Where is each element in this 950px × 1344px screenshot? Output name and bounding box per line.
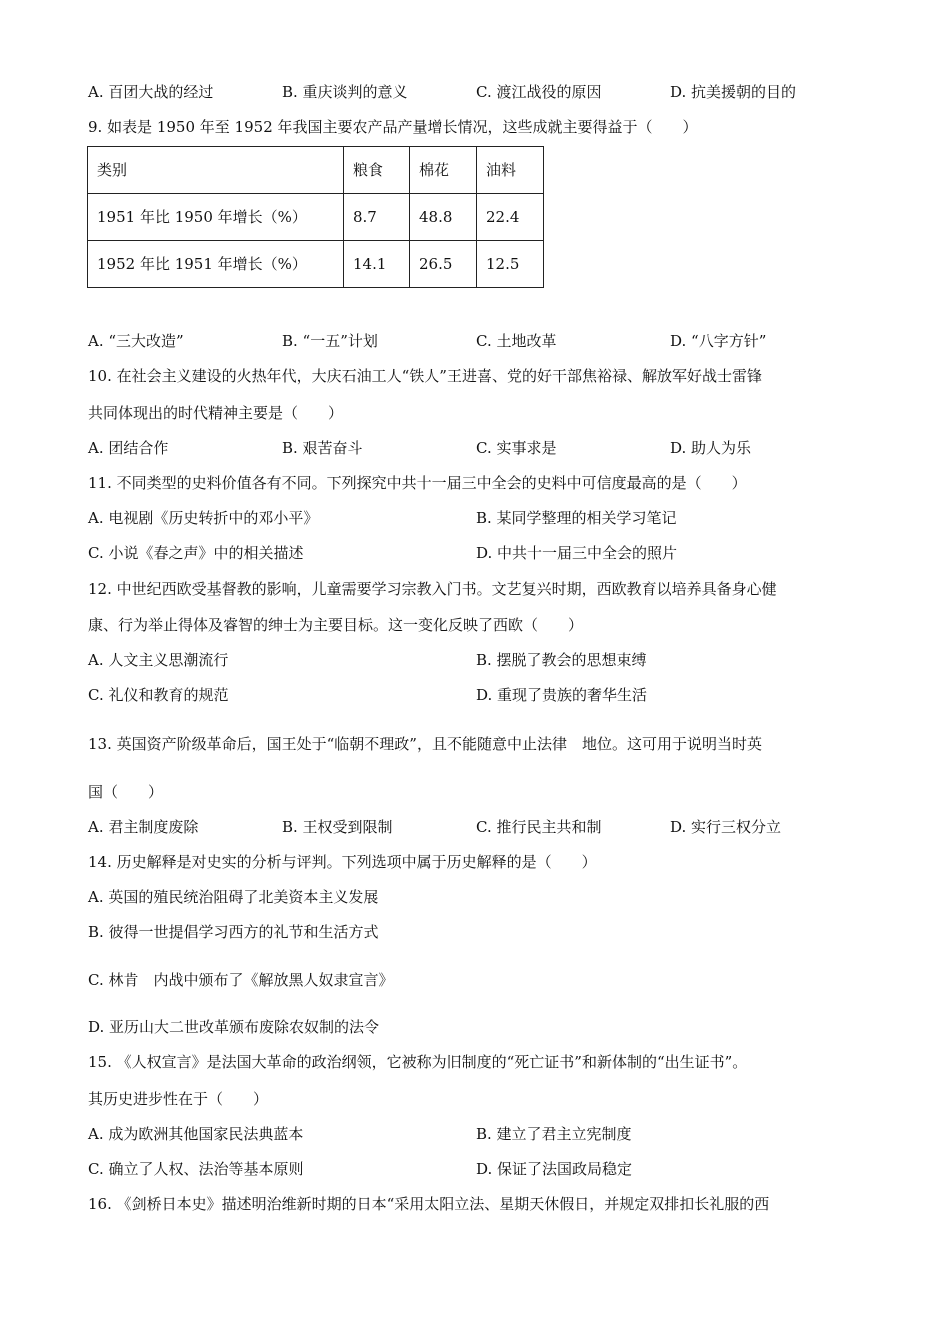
q15-option-a: A. 成为欧洲其他国家民法典蓝本	[88, 1125, 304, 1143]
q14-option-d: D. 亚历山大二世改革颁布废除农奴制的法令	[88, 1018, 380, 1036]
q13-stem-line2: 国（ ）	[88, 783, 164, 801]
q16-stem-line1: 16. 《剑桥日本史》描述明治维新时期的日本“采用太阳立法、星期天休假日，并规定双排扣长礼服的西	[88, 1195, 770, 1213]
table-cell: 8.7	[344, 194, 410, 241]
table-header-cell: 类别	[88, 147, 344, 194]
q8-option-b: B. 重庆谈判的意义	[282, 83, 408, 101]
q9-option-c: C. 土地改革	[476, 332, 557, 350]
table-cell: 1952 年比 1951 年增长（%）	[88, 241, 344, 288]
q10-option-c: C. 实事求是	[476, 439, 557, 457]
table-header-cell: 油料	[477, 147, 544, 194]
q9-option-d: D. “八字方针”	[670, 332, 767, 350]
table-cell: 12.5	[477, 241, 544, 288]
q15-stem-line1: 15. 《人权宣言》是法国大革命的政治纲领，它被称为旧制度的“死亡证书”和新体制的“出生证书”。	[88, 1053, 748, 1071]
q13-option-c: C. 推行民主共和制	[476, 818, 602, 836]
q12-stem-line2: 康、行为举止得体及睿智的绅士为主要目标。这一变化反映了西欧（ ）	[88, 616, 584, 634]
q13-stem-line1: 13. 英国资产阶级革命后，国王处于“临朝不理政”，且不能随意中止法律 地位。这可用于说明当时英	[88, 735, 762, 753]
q9-option-a: A. “三大改造”	[88, 332, 184, 350]
q8-option-d: D. 抗美援朝的目的	[670, 83, 797, 101]
q11-option-a: A. 电视剧《历史转折中的邓小平》	[88, 509, 319, 527]
q10-option-b: B. 艰苦奋斗	[282, 439, 363, 457]
table-cell: 26.5	[410, 241, 477, 288]
q8-option-a: A. 百团大战的经过	[88, 83, 214, 101]
q14-option-b: B. 彼得一世提倡学习西方的礼节和生活方式	[88, 923, 379, 941]
q9-option-b: B. “一五”计划	[282, 332, 378, 350]
q14-option-a: A. 英国的殖民统治阻碍了北美资本主义发展	[88, 888, 379, 906]
q14-stem: 14. 历史解释是对史实的分析与评判。下列选项中属于历史解释的是（ ）	[88, 853, 597, 871]
table-cell: 1951 年比 1950 年增长（%）	[88, 194, 344, 241]
q10-option-a: A. 团结合作	[88, 439, 169, 457]
q9-data-table	[87, 146, 544, 288]
q8-option-c: C. 渡江战役的原因	[476, 83, 602, 101]
q12-option-a: A. 人文主义思潮流行	[88, 651, 229, 669]
q12-option-d: D. 重现了贵族的奢华生活	[476, 686, 648, 704]
q11-option-d: D. 中共十一届三中全会的照片	[476, 544, 678, 562]
q11-option-b: B. 某同学整理的相关学习笔记	[476, 509, 677, 527]
table-cell: 22.4	[477, 194, 544, 241]
q12-option-b: B. 摆脱了教会的思想束缚	[476, 651, 647, 669]
q15-option-d: D. 保证了法国政局稳定	[476, 1160, 633, 1178]
table-header-cell: 粮食	[344, 147, 410, 194]
q12-stem-line1: 12. 中世纪西欧受基督教的影响，儿童需要学习宗教入门书。文艺复兴时期，西欧教育以培养具备身心健	[88, 580, 777, 598]
q13-option-a: A. 君主制度废除	[88, 818, 199, 836]
q14-option-c: C. 林肯 内战中颁布了《解放黑人奴隶宣言》	[88, 971, 394, 989]
table-header-cell: 棉花	[410, 147, 477, 194]
q15-stem-line2: 其历史进步性在于（ ）	[88, 1090, 269, 1108]
table-row	[88, 241, 544, 288]
q15-option-c: C. 确立了人权、法治等基本原则	[88, 1160, 304, 1178]
q11-option-c: C. 小说《春之声》中的相关描述	[88, 544, 304, 562]
q15-option-b: B. 建立了君主立宪制度	[476, 1125, 632, 1143]
table-header-row	[88, 147, 544, 194]
q10-option-d: D. 助人为乐	[670, 439, 752, 457]
q10-stem-line1: 10. 在社会主义建设的火热年代，大庆石油工人“铁人”王进喜、党的好干部焦裕禄、解放军好战士雷锋	[88, 367, 762, 385]
table-cell: 14.1	[344, 241, 410, 288]
table-cell: 48.8	[410, 194, 477, 241]
q12-option-c: C. 礼仪和教育的规范	[88, 686, 229, 704]
q13-option-b: B. 王权受到限制	[282, 818, 393, 836]
q9-stem: 9. 如表是 1950 年至 1952 年我国主要农产品产量增长情况，这些成就主要得益于（ ）	[88, 118, 698, 136]
q10-stem-line2: 共同体现出的时代精神主要是（ ）	[88, 404, 344, 422]
q11-stem: 11. 不同类型的史料价值各有不同。下列探究中共十一届三中全会的史料中可信度最高的是（ ）	[88, 474, 747, 492]
table-row	[88, 194, 544, 241]
q13-option-d: D. 实行三权分立	[670, 818, 782, 836]
